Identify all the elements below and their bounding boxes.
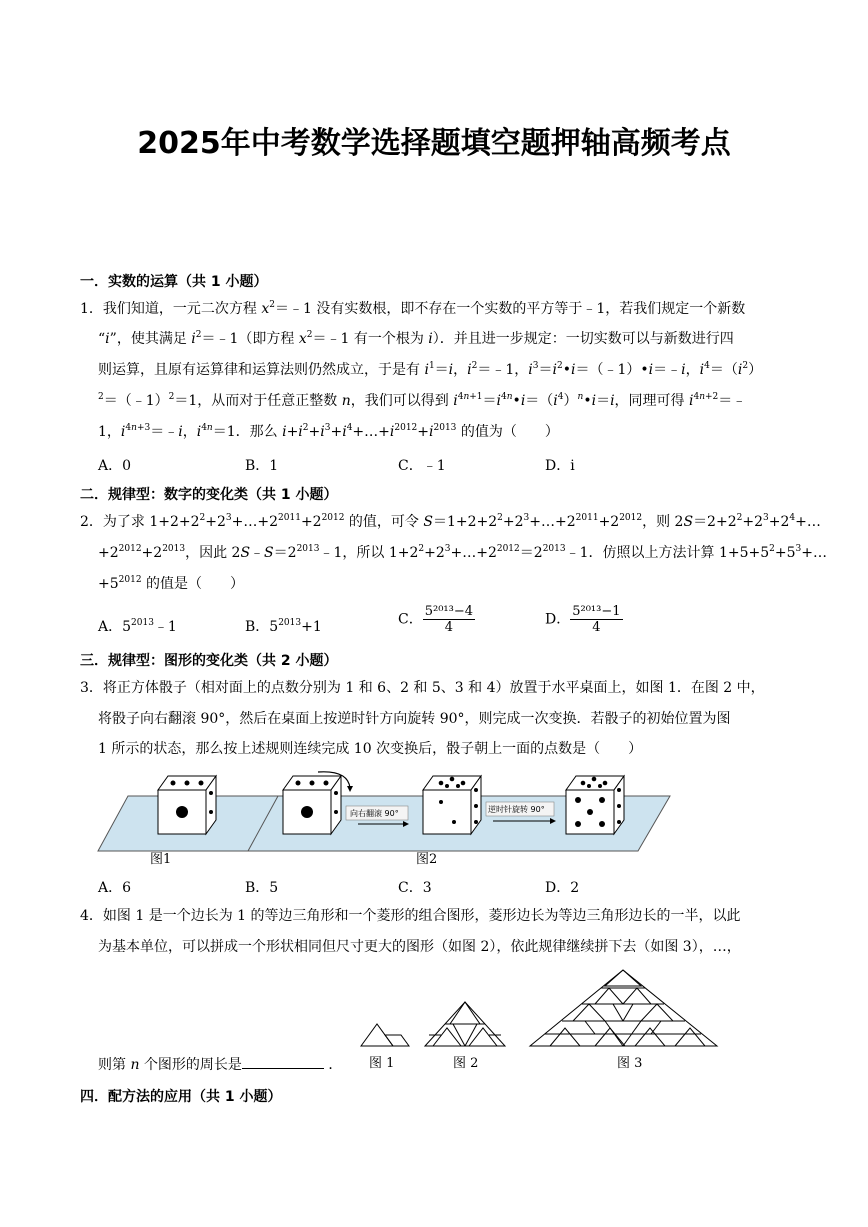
q1-option-d[interactable]: D．i (545, 458, 575, 474)
q2-option-a[interactable]: A．$5^{2013}﹣1$ (98, 618, 177, 635)
section-heading-1: 一．实数的运算（共 1 小题） (80, 274, 268, 290)
die-3 (423, 776, 481, 834)
fig3-shape (530, 970, 717, 1046)
q4-text-line-3: 则第 n 个图形的周长是 ． (98, 1057, 343, 1073)
q4-fig3-label: 图 3 (617, 1056, 643, 1071)
q3-text-line-3: 1 所示的状态，那么按上述规则连续完成 10 次变换后，骰子朝上一面的点数是（ ） (98, 741, 643, 757)
q1-option-a[interactable]: A．0 (98, 458, 132, 474)
q1-option-c[interactable]: C．﹣1 (398, 458, 446, 474)
q2-option-b[interactable]: B．$5^{2013}+1$ (245, 618, 322, 635)
section-heading-2: 二．规律型：数字的变化类（共 1 小题） (80, 487, 338, 503)
fig1-shape (361, 1024, 409, 1046)
arrow2-label: 逆时针旋转 90° (488, 805, 545, 814)
q3-text-line-1: 3．将正方体骰子（相对面上的点数分别为 1 和 6、2 和 5、3 和 4）放置于水平桌面上，如图 1．在图 2 中， (80, 680, 765, 696)
fig2-label: 图2 (416, 852, 438, 867)
fig1-label: 图1 (150, 852, 172, 867)
q4-text-line-2: 为基本单位，可以拼成一个形状相同但尺寸更大的图形（如图 2），依此规律继续拼下去（如图 3），…， (98, 939, 741, 955)
q2-option-c[interactable]: C． $\frac{\text{5²⁰¹³−4}}{4}$ (398, 604, 473, 635)
q3-option-c[interactable]: C．3 (398, 880, 432, 896)
die-4 (566, 776, 624, 834)
q4-text-line-1: 4．如图 1 是一个边长为 1 的等边三角形和一个菱形的组合图形，菱形边长为等边三角形边长的一半，以此 (80, 908, 741, 924)
q3-option-d[interactable]: D．2 (545, 880, 580, 896)
fig2-shape (425, 1002, 505, 1046)
arrow1-label: 向右翻滚 90° (350, 809, 399, 818)
q4-fig2-label: 图 2 (453, 1056, 479, 1071)
q3-option-a[interactable]: A．6 (98, 880, 132, 896)
answer-blank[interactable] (242, 1056, 324, 1069)
q3-text-line-2: 将骰子向右翻滚 90°，然后在桌面上按逆时针方向旋转 90°，则完成一次变换．若骰子的初始位置为图 (98, 711, 731, 727)
triangle-figures (355, 966, 725, 1071)
q4-fig1-label: 图 1 (369, 1056, 395, 1071)
section-heading-3: 三．规律型：图形的变化类（共 2 小题） (80, 653, 338, 669)
section-heading-4: 四．配方法的应用（共 1 小题） (80, 1089, 282, 1105)
q2-d-denominator: 4 (592, 620, 601, 635)
page-title: 2025年中考数学选择题填空题押轴高频考点 (137, 126, 731, 161)
dice-figure (98, 768, 678, 868)
q2-d-numerator: 5²⁰¹³−1 (572, 604, 621, 619)
q1-option-b[interactable]: B．1 (245, 458, 279, 474)
q2-c-denominator: 4 (444, 620, 453, 635)
die-1 (158, 776, 216, 834)
q2-option-d[interactable]: D． $\frac{\text{5²⁰¹³−1}}{4}$ (545, 604, 621, 635)
q3-option-b[interactable]: B．5 (245, 880, 279, 896)
q2-c-numerator: 5²⁰¹³−4 (424, 604, 473, 619)
